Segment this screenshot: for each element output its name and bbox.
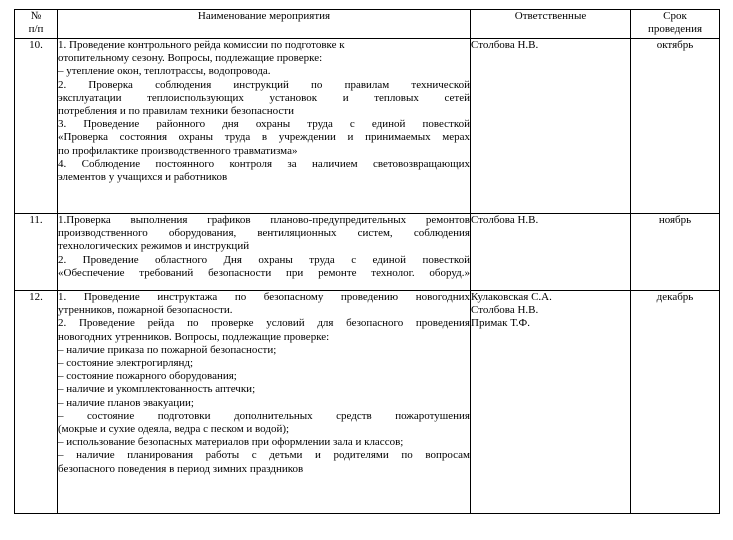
responsible-person: Примак Т.Ф. bbox=[471, 317, 531, 330]
activity-line: – состояние электрогирлянд; bbox=[58, 357, 194, 370]
responsible-person: Столбова Н.В. bbox=[471, 214, 539, 226]
activity-line: утренников, пожарной безопасности. bbox=[58, 304, 233, 317]
header-num bbox=[15, 10, 58, 39]
activity-line: производственного оборудования, вентиляционных систем, соблюдения bbox=[58, 227, 470, 240]
activity-line: (мокрые и сухие одеяла, ведра с песком и водой); bbox=[58, 423, 290, 436]
activity-line: безопасного поведения в период зимних праздников bbox=[58, 462, 304, 475]
activity-line: 2. Проведение областного Дня охраны труда с единой повесткой bbox=[58, 253, 470, 266]
activity-line: эксплуатации теплоиспользующих установок и тепловых сетей bbox=[58, 91, 470, 104]
table-row bbox=[15, 291, 720, 514]
activity-line: 3. Проведение районного дня охраны труда с единой повесткой bbox=[58, 118, 470, 131]
activity-description bbox=[58, 39, 471, 214]
term-cell: ноябрь bbox=[631, 214, 720, 291]
header-responsible: Ответственные bbox=[471, 10, 631, 39]
activity-line: 1.Проверка выполнения графиков планово-предупредительных ремонтов bbox=[58, 214, 470, 226]
term-cell: октябрь bbox=[631, 39, 720, 214]
activity-line: 2. Проведение рейда по проверке условий для безопасного проведения bbox=[58, 317, 470, 330]
header-num-line1: № bbox=[30, 10, 42, 22]
activity-line: новогодних утренников. Вопросы, подлежащие проверке: bbox=[58, 330, 330, 343]
activity-line: 4. Соблюдение постоянного контроля за наличием световозвращающих bbox=[58, 157, 470, 170]
activity-line: – наличие приказа по пожарной безопасности; bbox=[58, 343, 277, 356]
activity-line: потребления и по правилам техники безопасности bbox=[58, 105, 294, 118]
activity-line: элементов у учащихся и работников bbox=[58, 171, 228, 184]
activity-line: «Обеспечение требований безопасности при ремонте технолог. оборуд.» bbox=[58, 266, 470, 279]
responsible-cell bbox=[471, 214, 631, 291]
header-term-line1: Срок bbox=[663, 10, 687, 22]
activity-line: – наличие планирования работы с детьми и родителями по вопросам bbox=[58, 449, 470, 462]
header-term bbox=[631, 10, 720, 39]
responsible-person: Кулаковская С.А. bbox=[471, 291, 552, 303]
activity-line: по профилактике производственного травматизма» bbox=[58, 144, 298, 157]
activity-description bbox=[58, 291, 471, 514]
activity-line: – утепление окон, теплотрассы, водопровода. bbox=[58, 65, 271, 78]
responsible-person: Столбова Н.В. bbox=[471, 304, 539, 317]
activity-line: технологических режимов и инструкций bbox=[58, 240, 250, 253]
activity-line: 1. Проведение контрольного рейда комиссии по подготовке к bbox=[58, 39, 345, 51]
header-num-line2: п/п bbox=[28, 23, 44, 36]
activity-line: отопительному сезону. Вопросы, подлежащие проверке: bbox=[58, 52, 323, 65]
term-cell: декабрь bbox=[631, 291, 720, 514]
row-number: 12. bbox=[15, 291, 58, 514]
responsible-cell bbox=[471, 39, 631, 214]
activity-line: 1. Проведение инструктажа по безопасному проведению новогодних bbox=[58, 291, 470, 303]
activity-description bbox=[58, 214, 471, 291]
activity-line: «Проверка состояния охраны труда в учреждении и принимаемых мерах bbox=[58, 131, 470, 144]
row-number: 10. bbox=[15, 39, 58, 214]
activity-line: – наличие планов эвакуации; bbox=[58, 396, 194, 409]
table-row bbox=[15, 39, 720, 214]
responsible-person: Столбова Н.В. bbox=[471, 39, 539, 51]
header-term-line2: проведения bbox=[647, 23, 703, 36]
activity-line: – наличие и укомплектованность аптечки; bbox=[58, 383, 256, 396]
table-row bbox=[15, 214, 720, 291]
activity-line: – состояние пожарного оборудования; bbox=[58, 370, 237, 383]
activity-line: – использование безопасных материалов при оформлении зала и классов; bbox=[58, 436, 404, 449]
activity-line: 2. Проверка соблюдения инструкций по правилам технической bbox=[58, 78, 470, 91]
table-header-row bbox=[15, 10, 720, 39]
activities-table bbox=[14, 9, 720, 514]
activity-line: – состояние подготовки дополнительных средств пожаротушения bbox=[58, 409, 470, 422]
responsible-cell bbox=[471, 291, 631, 514]
header-name: Наименование мероприятия bbox=[58, 10, 471, 39]
row-number: 11. bbox=[15, 214, 58, 291]
